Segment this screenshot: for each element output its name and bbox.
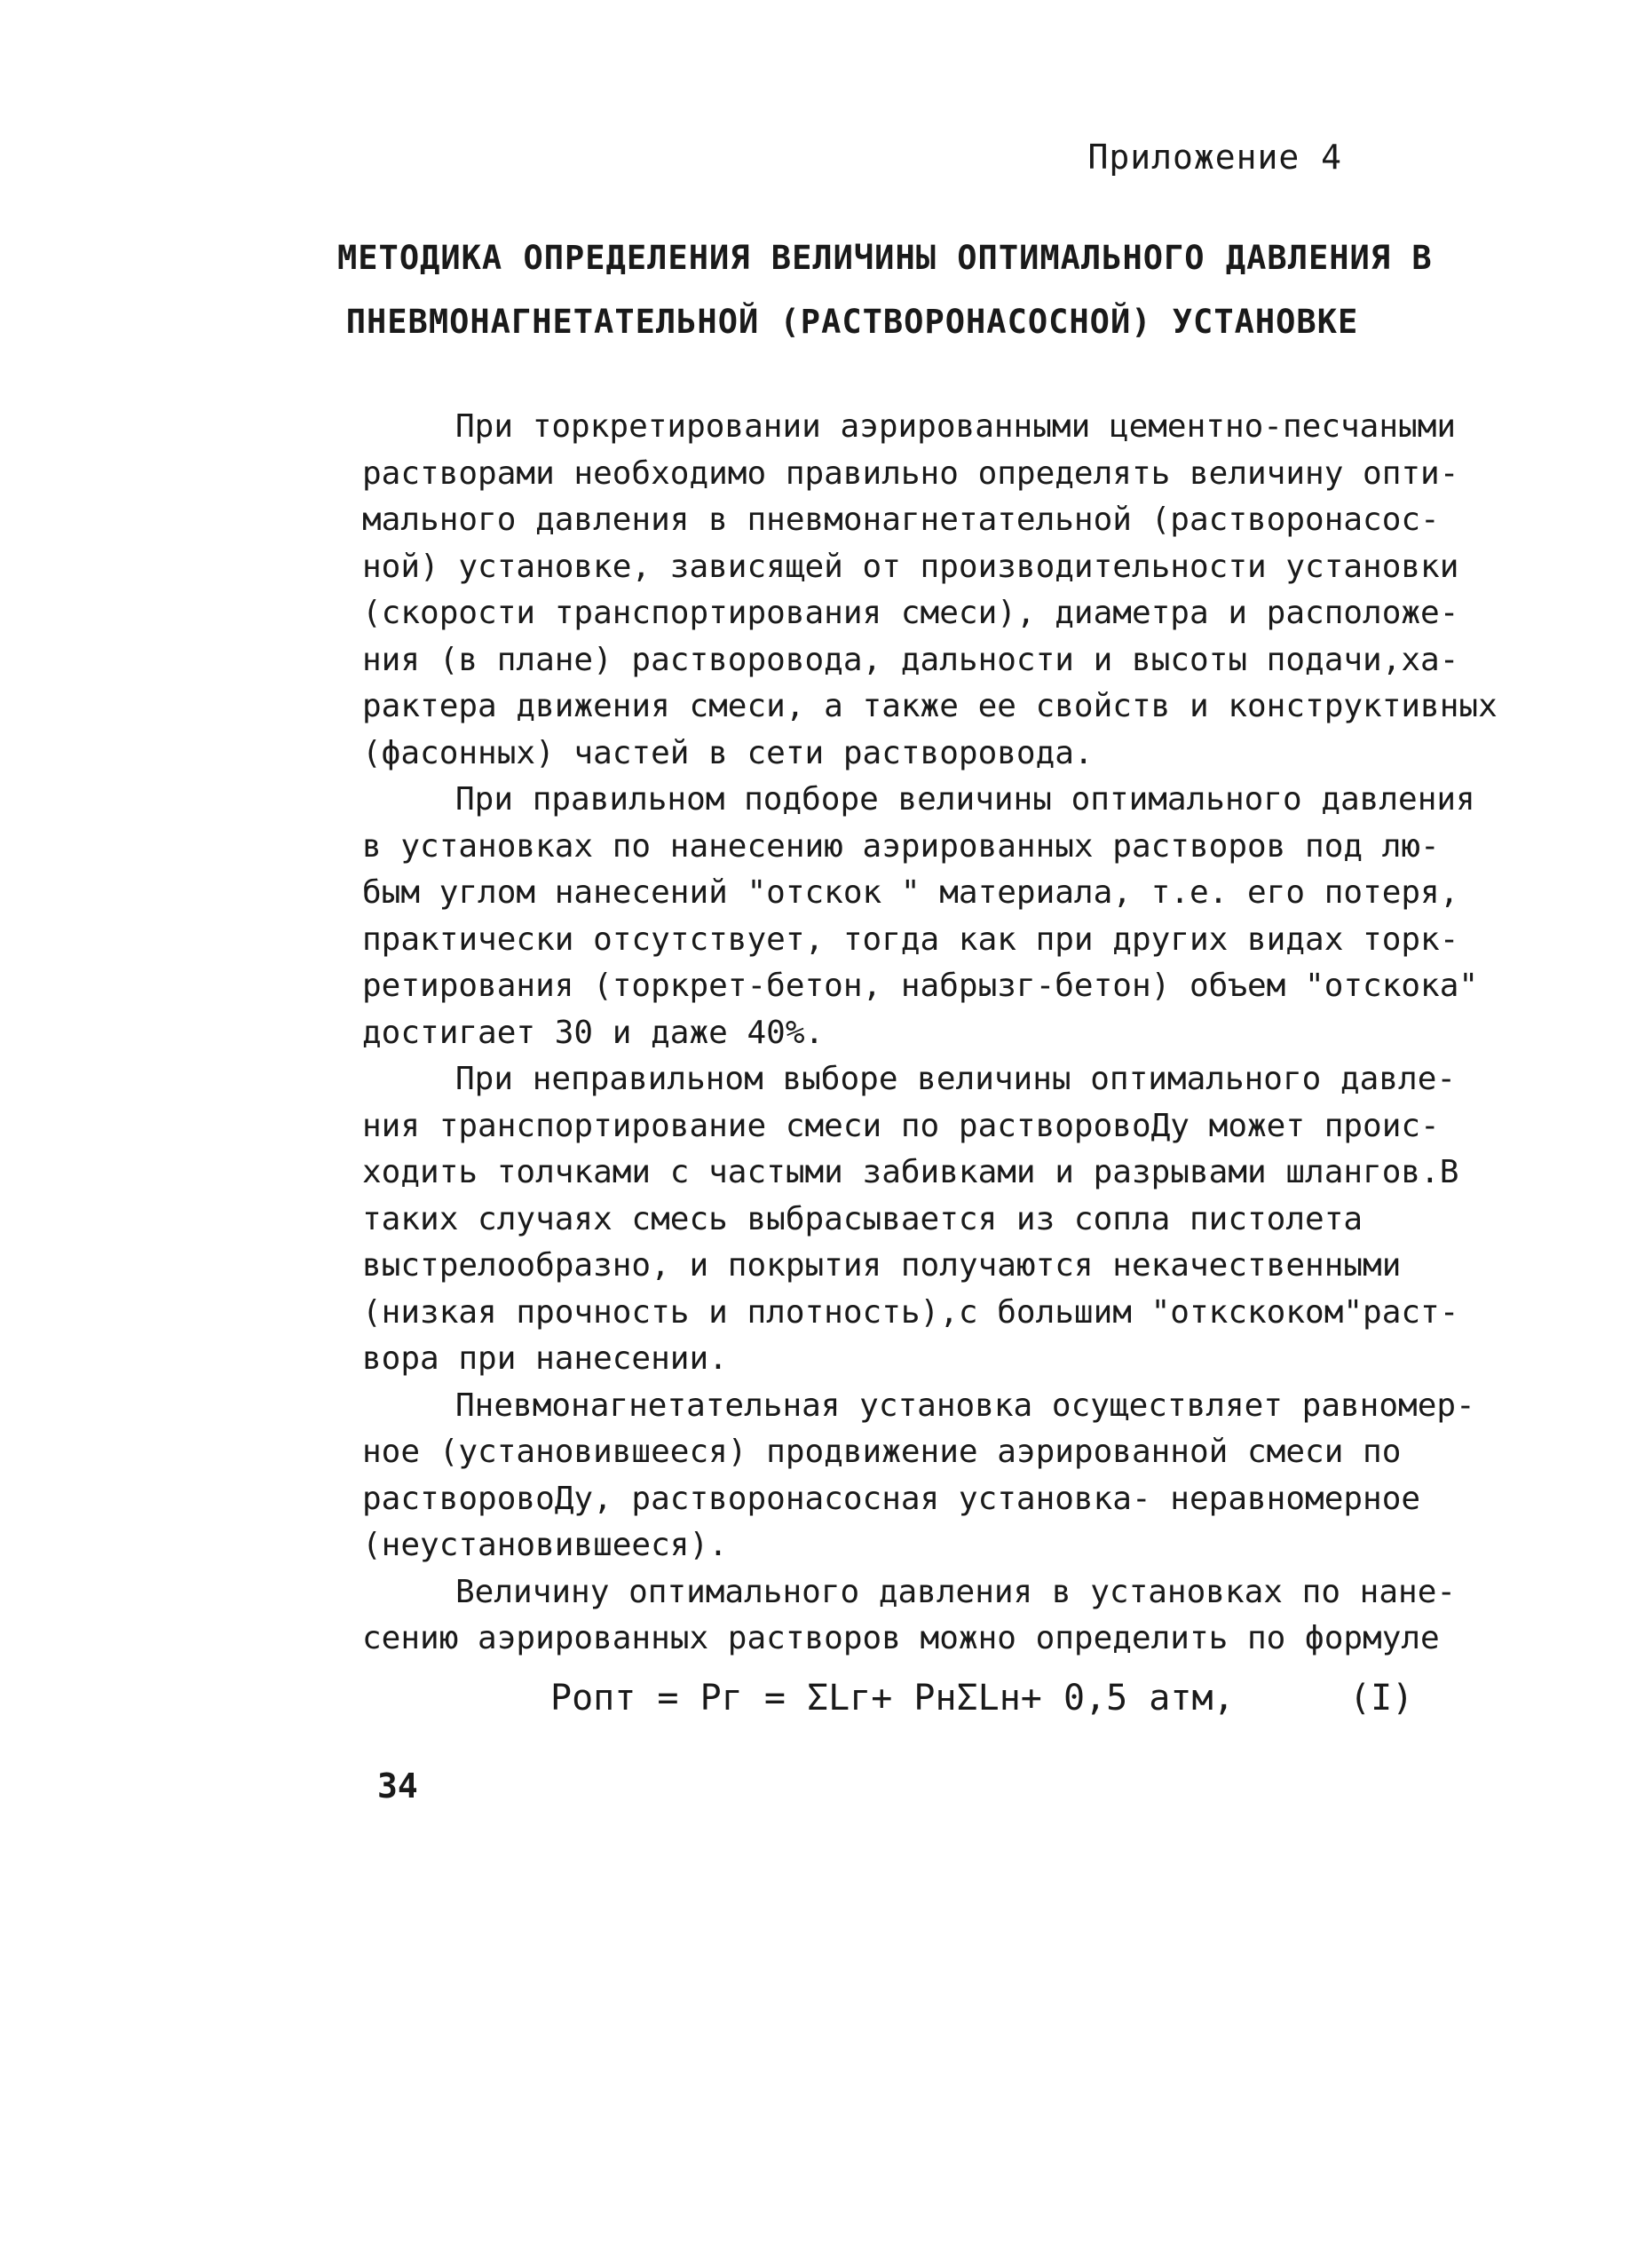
text-line: (скорости транспортирования смеси), диаметра и расположе- <box>362 595 1459 631</box>
text-line: Величину оптимального давления в установках по нане- <box>455 1573 1457 1610</box>
document-title <box>337 226 1433 354</box>
text-line: Пневмонагнетательная установка осуществляет равномер- <box>455 1387 1475 1424</box>
text-line: ходить толчками с частыми забивками и разрывами шлангов.В <box>362 1154 1459 1190</box>
formula-number: (I) <box>1349 1678 1414 1719</box>
text-line: (низкая прочность и плотность),с большим "откскоком"раст- <box>362 1293 1459 1331</box>
paragraph-1 <box>362 404 1498 777</box>
appendix-label: Приложение 4 <box>1087 138 1342 177</box>
body-text <box>362 404 1498 1663</box>
paragraph-5 <box>362 1569 1490 1663</box>
text-line: При торкретировании аэрированными цементно-песчаными <box>455 408 1457 445</box>
text-line: практически отсутствует, тогда как при других видах торк- <box>362 921 1459 958</box>
text-line: рактера движения смеси, а также ее свойств и конструктивных <box>362 688 1498 724</box>
text-line: ретирования (торкрет-бетон, набрызг-бетон) объем "отскока" <box>362 968 1479 1004</box>
page-number: 34 <box>377 1766 418 1806</box>
paragraph-4 <box>362 1383 1490 1569</box>
text-line: растворовоДу, растворонасосная установка- неравномерное <box>362 1480 1421 1517</box>
text-line: вора при нанесении. <box>362 1340 728 1377</box>
text-line: растворами необходимо правильно определять величину опти- <box>362 454 1459 492</box>
text-line: ное (установившееся) продвижение аэрированной смеси по <box>362 1434 1402 1470</box>
title-line-2: ПНЕВМОНАГНЕТАТЕЛЬНОЙ (РАСТВОРОНАСОСНОЙ) УСТАНОВКЕ <box>345 303 1359 341</box>
text-line: (неустановившееся). <box>362 1527 728 1563</box>
text-line: ной) установке, зависящей от производительности установки <box>362 548 1459 585</box>
text-line: таких случаях смесь выбрасывается из сопла пистолета <box>362 1200 1363 1237</box>
text-line: бым углом нанесений "отскок " материала, т.е. его потеря, <box>362 874 1459 911</box>
text-line: достигает 30 и даже 40%. <box>362 1014 825 1051</box>
text-line: ния транспортирование смеси по растворовоДу может проис- <box>362 1107 1440 1144</box>
title-line-1: МЕТОДИКА ОПРЕДЕЛЕНИЯ ВЕЛИЧИНЫ ОПТИМАЛЬНОГО ДАВЛЕНИЯ В <box>337 239 1433 277</box>
text-line: в установках по нанесению аэрированных растворов под лю- <box>362 827 1440 865</box>
text-line: (фасонных) частей в сети растворовода. <box>362 734 1094 771</box>
formula-optimal-pressure: Pопт = Pг = ΣLг+ PнΣLн+ 0,5 атм, <box>550 1678 1235 1719</box>
text-line: мального давления в пневмонагнетательной (растворонасос- <box>362 502 1440 538</box>
text-line: ния (в плане) растворовода, дальности и высоты подачи,ха- <box>362 641 1459 678</box>
text-line: сению аэрированных растворов можно определить по формуле <box>362 1620 1440 1656</box>
paragraph-3 <box>362 1056 1490 1383</box>
text-line: При правильном подборе величины оптимального давления <box>455 781 1475 818</box>
text-line: выстрелообразно, и покрытия получаются некачественными <box>362 1247 1402 1284</box>
paragraph-2 <box>362 777 1490 1056</box>
text-line: При неправильном выборе величины оптимального давле- <box>455 1061 1457 1097</box>
